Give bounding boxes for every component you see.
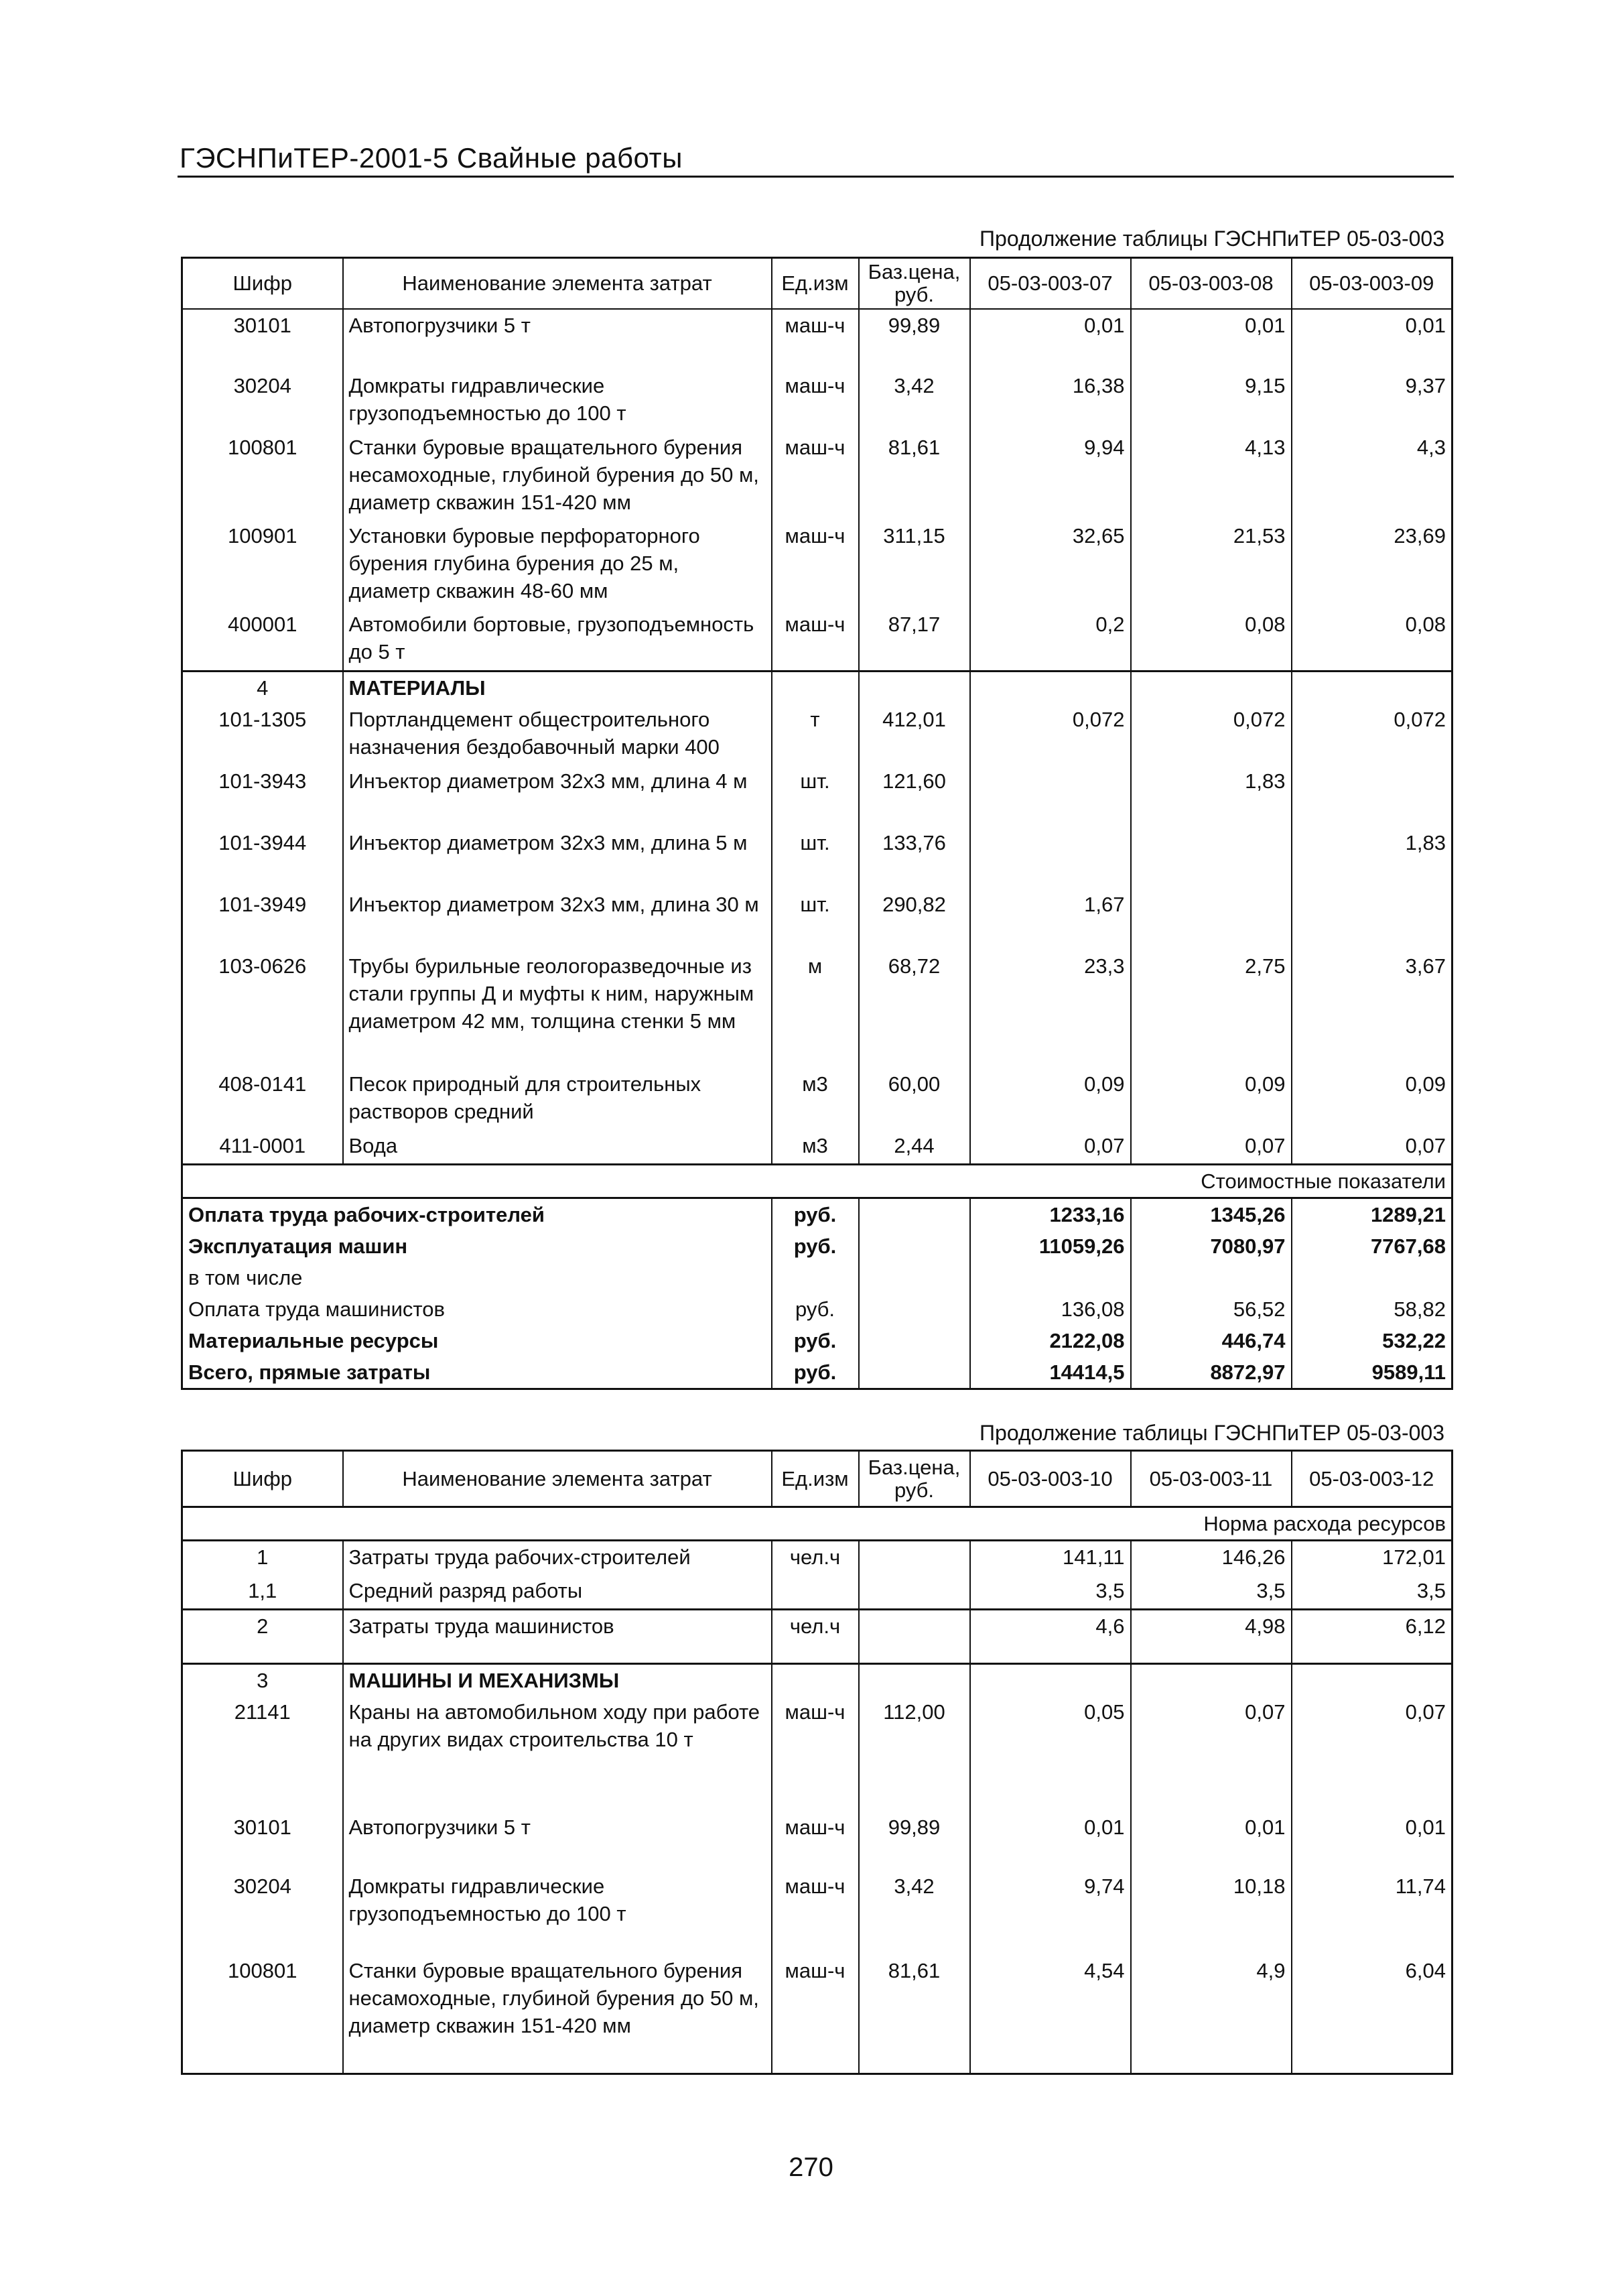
cell-value-3: 6,12	[1292, 1610, 1452, 1664]
cell-value-3: 3,5	[1292, 1575, 1452, 1610]
cell-value-2: 0,072	[1131, 704, 1292, 765]
cell-name: Трубы бурильные геологоразведочные из стали группы Д и муфты к ним, наружным диаметром 42 мм, толщина стенки 5 мм	[343, 950, 772, 1068]
cell-value-1: 0,07	[970, 1130, 1131, 1165]
cost-unit: руб.	[772, 1230, 859, 1262]
cost-value-3: 532,22	[1292, 1325, 1452, 1356]
cell-unit: м3	[772, 1130, 859, 1165]
table-row	[182, 432, 1452, 520]
cell-price: 87,17	[859, 609, 970, 672]
cell-unit: маш-ч	[772, 1696, 859, 1811]
cost-value-3: 58,82	[1292, 1293, 1452, 1325]
cell-name: Автопогрузчики 5 т	[343, 1811, 772, 1870]
cell-value-3: 4,3	[1292, 432, 1452, 520]
table-row	[182, 889, 1452, 950]
section-code: 3	[182, 1664, 343, 1697]
cost-label: Всего, прямые затраты	[182, 1356, 772, 1389]
empty-cell	[1292, 1664, 1452, 1697]
cost-value-1: 2122,08	[970, 1325, 1131, 1356]
cell-value-3: 11,74	[1292, 1870, 1452, 1955]
col-code-header: Шифр	[182, 1451, 343, 1507]
table-row	[182, 1130, 1452, 1165]
cell-code: 30101	[182, 309, 343, 370]
cell-value-2: 9,15	[1131, 370, 1292, 432]
section-code: 4	[182, 672, 343, 704]
table-row	[182, 370, 1452, 432]
cell-unit: т	[772, 704, 859, 765]
cell-value-1: 0,01	[970, 309, 1131, 370]
cost-unit: руб.	[772, 1356, 859, 1389]
cell-unit: чел.ч	[772, 1541, 859, 1576]
cost-value-1: 1233,16	[970, 1198, 1131, 1231]
col-10-header: 05-03-003-10	[970, 1451, 1131, 1507]
cell-value-2: 0,09	[1131, 1068, 1292, 1130]
cell-price: 3,42	[859, 370, 970, 432]
cell-code: 101-3944	[182, 827, 343, 889]
cell-unit: маш-ч	[772, 309, 859, 370]
empty-cell	[1131, 672, 1292, 704]
cost-heading: Стоимостные показатели	[182, 1165, 1452, 1198]
col-unit-header: Ед.изм	[772, 1451, 859, 1507]
col-08-header: 05-03-003-08	[1131, 258, 1292, 310]
cell-price	[859, 1610, 970, 1664]
cell-value-3: 9,37	[1292, 370, 1452, 432]
cell-price: 99,89	[859, 309, 970, 370]
section-title: МАТЕРИАЛЫ	[343, 672, 772, 704]
cell-price: 99,89	[859, 1811, 970, 1870]
cell-name: Вода	[343, 1130, 772, 1165]
cell-value-2: 4,9	[1131, 1955, 1292, 2074]
empty-cell	[859, 1325, 970, 1356]
col-price-header: Баз.цена, руб.	[859, 1451, 970, 1507]
empty-cell	[859, 1293, 970, 1325]
cell-price: 60,00	[859, 1068, 970, 1130]
cell-unit: маш-ч	[772, 1955, 859, 2074]
cell-value-3: 0,09	[1292, 1068, 1452, 1130]
cost-value-3: 9589,11	[1292, 1356, 1452, 1389]
empty-cell	[859, 672, 970, 704]
cell-value-1: 9,94	[970, 432, 1131, 520]
cell-value-1: 4,54	[970, 1955, 1131, 2074]
cell-name: Станки буровые вращательного бурения несамоходные, глубиной бурения до 50 м, диаметр скважин 151-420 мм	[343, 1955, 772, 2074]
cell-value-3: 0,08	[1292, 609, 1452, 672]
cell-name: Установки буровые перфораторного бурения глубина бурения до 25 м, диаметр скважин 48-60 мм	[343, 520, 772, 609]
cell-price: 3,42	[859, 1870, 970, 1955]
table-row	[182, 1696, 1452, 1811]
cost-value-2	[1131, 1262, 1292, 1293]
table2-caption: Продолжение таблицы ГЭСНПиТЕР 05-03-003	[979, 1421, 1444, 1445]
cost-unit: руб.	[772, 1293, 859, 1325]
cell-name: Станки буровые вращательного бурения несамоходные, глубиной бурения до 50 м, диаметр скважин 151-420 мм	[343, 432, 772, 520]
cost-row	[182, 1293, 1452, 1325]
cost-value-2: 446,74	[1131, 1325, 1292, 1356]
table-row	[182, 827, 1452, 889]
cell-value-3: 172,01	[1292, 1541, 1452, 1576]
cell-code: 100801	[182, 432, 343, 520]
cell-unit: шт.	[772, 827, 859, 889]
cell-name: Домкраты гидравлические грузоподъемностью до 100 т	[343, 370, 772, 432]
cell-name: Песок природный для строительных растворов средний	[343, 1068, 772, 1130]
section-row	[182, 672, 1452, 704]
cell-price: 81,61	[859, 1955, 970, 2074]
empty-cell	[1292, 672, 1452, 704]
table-row	[182, 1610, 1452, 1664]
cell-code: 1,1	[182, 1575, 343, 1610]
cell-value-3	[1292, 765, 1452, 827]
col-code-header: Шифр	[182, 258, 343, 310]
cell-unit: шт.	[772, 889, 859, 950]
cell-value-2: 1,83	[1131, 765, 1292, 827]
cell-name: Автомобили бортовые, грузоподъемность до 5 т	[343, 609, 772, 672]
cell-value-3	[1292, 889, 1452, 950]
cost-row	[182, 1356, 1452, 1389]
cell-unit: маш-ч	[772, 432, 859, 520]
cell-value-2: 0,07	[1131, 1130, 1292, 1165]
cost-row	[182, 1262, 1452, 1293]
cell-value-1: 4,6	[970, 1610, 1131, 1664]
cell-value-1: 1,67	[970, 889, 1131, 950]
cell-code: 2	[182, 1610, 343, 1664]
cost-value-2: 56,52	[1131, 1293, 1292, 1325]
cell-value-2: 0,08	[1131, 609, 1292, 672]
cell-value-3: 0,07	[1292, 1130, 1452, 1165]
col-unit-header: Ед.изм	[772, 258, 859, 310]
cell-value-3: 0,01	[1292, 309, 1452, 370]
table-row	[182, 1870, 1452, 1955]
cell-value-3: 23,69	[1292, 520, 1452, 609]
cell-unit: маш-ч	[772, 1811, 859, 1870]
cell-price	[859, 1541, 970, 1576]
cell-unit: маш-ч	[772, 609, 859, 672]
cell-price: 2,44	[859, 1130, 970, 1165]
cell-value-3: 1,83	[1292, 827, 1452, 889]
cell-code: 1	[182, 1541, 343, 1576]
cell-value-1: 0,072	[970, 704, 1131, 765]
table-row	[182, 1955, 1452, 2074]
cell-code: 408-0141	[182, 1068, 343, 1130]
col-name-header: Наименование элемента затрат	[343, 1451, 772, 1507]
table-row	[182, 704, 1452, 765]
cell-code: 30204	[182, 1870, 343, 1955]
cell-name: Затраты труда машинистов	[343, 1610, 772, 1664]
table1-caption: Продолжение таблицы ГЭСНПиТЕР 05-03-003	[979, 227, 1444, 251]
cell-value-3: 0,072	[1292, 704, 1452, 765]
cell-value-3: 0,07	[1292, 1696, 1452, 1811]
cost-value-1: 136,08	[970, 1293, 1131, 1325]
cost-row	[182, 1325, 1452, 1356]
cell-name: Средний разряд работы	[343, 1575, 772, 1610]
cell-value-2: 0,07	[1131, 1696, 1292, 1811]
empty-cell	[970, 1664, 1131, 1697]
table1-header-row	[182, 258, 1452, 310]
cell-value-2: 3,5	[1131, 1575, 1292, 1610]
empty-cell	[859, 1230, 970, 1262]
cell-value-1: 3,5	[970, 1575, 1131, 1610]
table-row	[182, 1541, 1452, 1576]
table-row	[182, 309, 1452, 370]
cell-value-2: 4,13	[1131, 432, 1292, 520]
cell-price: 412,01	[859, 704, 970, 765]
table-row	[182, 1811, 1452, 1870]
cell-value-1: 0,09	[970, 1068, 1131, 1130]
cell-value-3: 6,04	[1292, 1955, 1452, 2074]
cell-value-1: 16,38	[970, 370, 1131, 432]
cell-code: 100901	[182, 520, 343, 609]
table-row	[182, 950, 1452, 1068]
cell-unit: м3	[772, 1068, 859, 1130]
cell-code: 30101	[182, 1811, 343, 1870]
cell-name: Краны на автомобильном ходу при работе на других видах строительства 10 т	[343, 1696, 772, 1811]
cell-value-1: 0,2	[970, 609, 1131, 672]
page-number: 270	[789, 2153, 833, 2182]
cell-code: 101-3949	[182, 889, 343, 950]
cell-name: Инъектор диаметром 32х3 мм, длина 5 м	[343, 827, 772, 889]
cell-unit: маш-ч	[772, 1870, 859, 1955]
cell-value-1	[970, 827, 1131, 889]
col-11-header: 05-03-003-11	[1131, 1451, 1292, 1507]
cost-value-3: 7767,68	[1292, 1230, 1452, 1262]
cell-value-1: 23,3	[970, 950, 1131, 1068]
cell-code: 101-1305	[182, 704, 343, 765]
empty-cell	[859, 1262, 970, 1293]
cell-value-2: 21,53	[1131, 520, 1292, 609]
cell-value-2: 10,18	[1131, 1870, 1292, 1955]
norm-heading: Норма расхода ресурсов	[182, 1507, 1452, 1541]
cell-value-2	[1131, 827, 1292, 889]
cell-value-1	[970, 765, 1131, 827]
cost-value-2: 1345,26	[1131, 1198, 1292, 1231]
col-12-header: 05-03-003-12	[1292, 1451, 1452, 1507]
cell-price: 290,82	[859, 889, 970, 950]
empty-cell	[1131, 1664, 1292, 1697]
cell-code: 400001	[182, 609, 343, 672]
cell-name: Автопогрузчики 5 т	[343, 309, 772, 370]
table-row	[182, 765, 1452, 827]
cell-name: Инъектор диаметром 32х3 мм, длина 30 м	[343, 889, 772, 950]
cost-label: Эксплуатация машин	[182, 1230, 772, 1262]
cell-unit: м	[772, 950, 859, 1068]
cost-row	[182, 1198, 1452, 1231]
cell-value-2: 4,98	[1131, 1610, 1292, 1664]
col-09-header: 05-03-003-09	[1292, 258, 1452, 310]
cost-value-3: 1289,21	[1292, 1198, 1452, 1231]
cost-value-1: 11059,26	[970, 1230, 1131, 1262]
cell-value-3: 0,01	[1292, 1811, 1452, 1870]
cell-unit	[772, 1575, 859, 1610]
cell-value-1: 32,65	[970, 520, 1131, 609]
cost-heading-row	[182, 1165, 1452, 1198]
cell-value-1: 0,05	[970, 1696, 1131, 1811]
cell-unit: маш-ч	[772, 370, 859, 432]
col-07-header: 05-03-003-07	[970, 258, 1131, 310]
cost-value-3	[1292, 1262, 1452, 1293]
cell-name: Домкраты гидравлические грузоподъемностью до 100 т	[343, 1870, 772, 1955]
cell-value-1: 0,01	[970, 1811, 1131, 1870]
table-row	[182, 520, 1452, 609]
empty-cell	[859, 1198, 970, 1231]
cell-value-3: 3,67	[1292, 950, 1452, 1068]
cell-code: 30204	[182, 370, 343, 432]
cell-price: 133,76	[859, 827, 970, 889]
cell-unit: шт.	[772, 765, 859, 827]
table2	[181, 1450, 1453, 2075]
cost-value-2: 8872,97	[1131, 1356, 1292, 1389]
cell-value-2: 0,01	[1131, 1811, 1292, 1870]
cell-price: 121,60	[859, 765, 970, 827]
cost-unit: руб.	[772, 1198, 859, 1231]
cell-name: Портландцемент общестроительного назначения бездобавочный марки 400	[343, 704, 772, 765]
cell-value-2: 0,01	[1131, 309, 1292, 370]
section-row	[182, 1664, 1452, 1697]
cell-code: 411-0001	[182, 1130, 343, 1165]
running-header: ГЭСНПиТЕР-2001-5 Свайные работы	[180, 142, 683, 174]
col-name-header: Наименование элемента затрат	[343, 258, 772, 310]
empty-cell	[859, 1664, 970, 1697]
table-row	[182, 1068, 1452, 1130]
norm-heading-row	[182, 1507, 1452, 1541]
cell-code: 103-0626	[182, 950, 343, 1068]
col-price-header: Баз.цена, руб.	[859, 258, 970, 310]
cell-value-2: 2,75	[1131, 950, 1292, 1068]
cell-code: 100801	[182, 1955, 343, 2074]
cell-value-2	[1131, 889, 1292, 950]
table-row	[182, 1575, 1452, 1610]
cell-name: Затраты труда рабочих-строителей	[343, 1541, 772, 1576]
cell-price: 81,61	[859, 432, 970, 520]
cell-name: Инъектор диаметром 32х3 мм, длина 4 м	[343, 765, 772, 827]
empty-cell	[772, 672, 859, 704]
cell-code: 101-3943	[182, 765, 343, 827]
cost-value-2: 7080,97	[1131, 1230, 1292, 1262]
cost-label: Материальные ресурсы	[182, 1325, 772, 1356]
cell-unit: чел.ч	[772, 1610, 859, 1664]
cost-row	[182, 1230, 1452, 1262]
empty-cell	[859, 1356, 970, 1389]
cost-label: Оплата труда машинистов	[182, 1293, 772, 1325]
cost-value-1: 14414,5	[970, 1356, 1131, 1389]
cell-price: 311,15	[859, 520, 970, 609]
empty-cell	[772, 1664, 859, 1697]
cell-value-1: 141,11	[970, 1541, 1131, 1576]
table1	[181, 257, 1453, 1390]
cost-value-1	[970, 1262, 1131, 1293]
cell-code: 21141	[182, 1696, 343, 1811]
cell-price	[859, 1575, 970, 1610]
cost-label: в том числе	[182, 1262, 772, 1293]
cell-value-1: 9,74	[970, 1870, 1131, 1955]
cell-unit: маш-ч	[772, 520, 859, 609]
cell-price: 112,00	[859, 1696, 970, 1811]
section-title: МАШИНЫ И МЕХАНИЗМЫ	[343, 1664, 772, 1697]
cell-value-2: 146,26	[1131, 1541, 1292, 1576]
cost-unit: руб.	[772, 1325, 859, 1356]
empty-cell	[970, 672, 1131, 704]
header-rule	[178, 176, 1454, 178]
cost-label: Оплата труда рабочих-строителей	[182, 1198, 772, 1231]
table2-header-row	[182, 1451, 1452, 1507]
cost-unit	[772, 1262, 859, 1293]
cell-price: 68,72	[859, 950, 970, 1068]
table-row	[182, 609, 1452, 672]
